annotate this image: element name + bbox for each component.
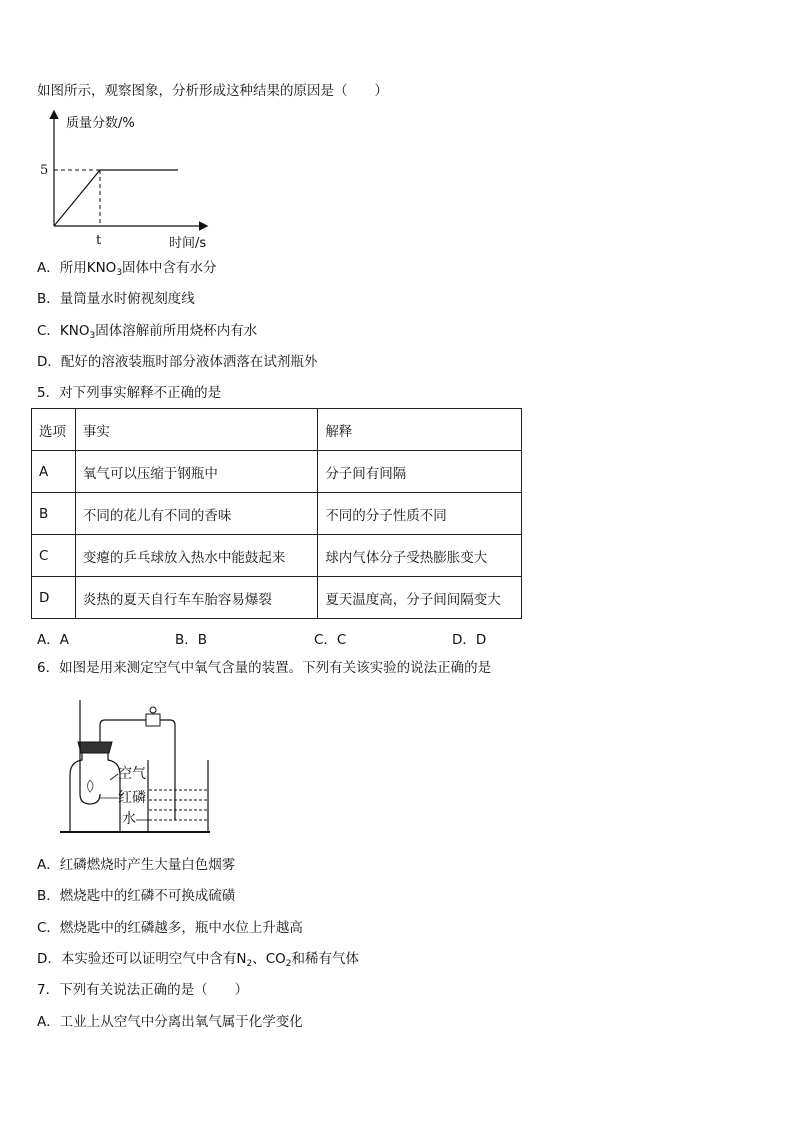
bottle-stopper [78, 742, 112, 753]
oxygen-measurement-apparatus [60, 690, 220, 840]
table-cell: C [32, 535, 76, 577]
table-row [32, 451, 522, 493]
q7-option-a[interactable]: A．工业上从空气中分离出氧气属于化学变化 [37, 1014, 303, 1030]
q5-options [37, 628, 537, 646]
table-row [32, 577, 522, 619]
clamp-screw [150, 707, 156, 713]
x-tick-t: t [96, 233, 102, 248]
q5-stem: 5．对下列事实解释不正确的是 [37, 385, 222, 401]
q6-option-d[interactable]: D．本实验还可以证明空气中含有$N_2$、$CO_2$和稀有气体 [37, 951, 360, 969]
q6-stem: 6．如图是用来测定空气中氧气含量的装置。下列有关该实验的说法正确的是 [37, 660, 492, 676]
q5-table [31, 408, 522, 619]
gas-bottle [70, 752, 120, 832]
x-axis-label: 时间/s [169, 236, 207, 251]
q5-option-d[interactable]: D．D [452, 632, 487, 648]
table-row [32, 493, 522, 535]
label-air: 空气 [118, 766, 146, 782]
table-cell: 氧气可以压缩于钢瓶中 [75, 451, 317, 493]
table-header-cell: 事实 [75, 409, 317, 451]
table-header-cell: 解释 [318, 409, 522, 451]
table-header-cell: 选项 [32, 409, 76, 451]
table-cell: D [32, 577, 76, 619]
q4-option-c[interactable]: C．$KNO_3$固体溶解前所用烧杯内有水 [37, 323, 258, 341]
q7-stem: 7．下列有关说法正确的是（ ） [37, 982, 249, 998]
q5-option-c[interactable]: C．C [314, 632, 347, 648]
leader-air [110, 774, 118, 780]
table-cell: 炎热的夏天自行车车胎容易爆裂 [75, 577, 317, 619]
table-cell: 球内气体分子受热膨胀变大 [318, 535, 522, 577]
q6-option-c[interactable]: C．燃烧匙中的红磷越多，瓶中水位上升越高 [37, 920, 303, 936]
beaker [148, 760, 208, 832]
table-cell: A [32, 451, 76, 493]
q4-option-d[interactable]: D．配好的溶液装瓶时部分液体洒落在试剂瓶外 [37, 354, 318, 370]
label-phosphorus: 红磷 [118, 790, 146, 806]
mass-fraction-chart [36, 108, 216, 253]
label-water: 水 [122, 811, 136, 827]
q6-option-b[interactable]: B．燃烧匙中的红磷不可换成硫磺 [37, 888, 236, 904]
table-row [32, 535, 522, 577]
table-cell: 变瘪的乒乓球放入热水中能鼓起来 [75, 535, 317, 577]
table-cell: 分子间有间隔 [318, 451, 522, 493]
y-axis-label: 质量分数/% [66, 116, 135, 131]
table-header-row [32, 409, 522, 451]
table-cell: 不同的花儿有不同的香味 [75, 493, 317, 535]
tube-clamp [146, 714, 160, 726]
table-cell: 不同的分子性质不同 [318, 493, 522, 535]
y-tick-5: 5 [40, 163, 49, 178]
q5-option-a[interactable]: A．A [37, 632, 69, 648]
table-cell: B [32, 493, 76, 535]
q4-stem: 如图所示，观察图象，分析形成这种结果的原因是（ ） [37, 83, 388, 99]
flame-icon [88, 780, 94, 792]
series-line [54, 170, 178, 226]
q4-option-b[interactable]: B．量筒量水时俯视刻度线 [37, 291, 195, 307]
combustion-spoon [80, 794, 100, 804]
table-cell: 夏天温度高，分子间间隔变大 [318, 577, 522, 619]
q6-option-a[interactable]: A．红磷燃烧时产生大量白色烟雾 [37, 857, 236, 873]
q4-option-a[interactable]: A．所用$KNO_3$固体中含有水分 [37, 260, 217, 278]
q5-option-b[interactable]: B．B [175, 632, 208, 648]
